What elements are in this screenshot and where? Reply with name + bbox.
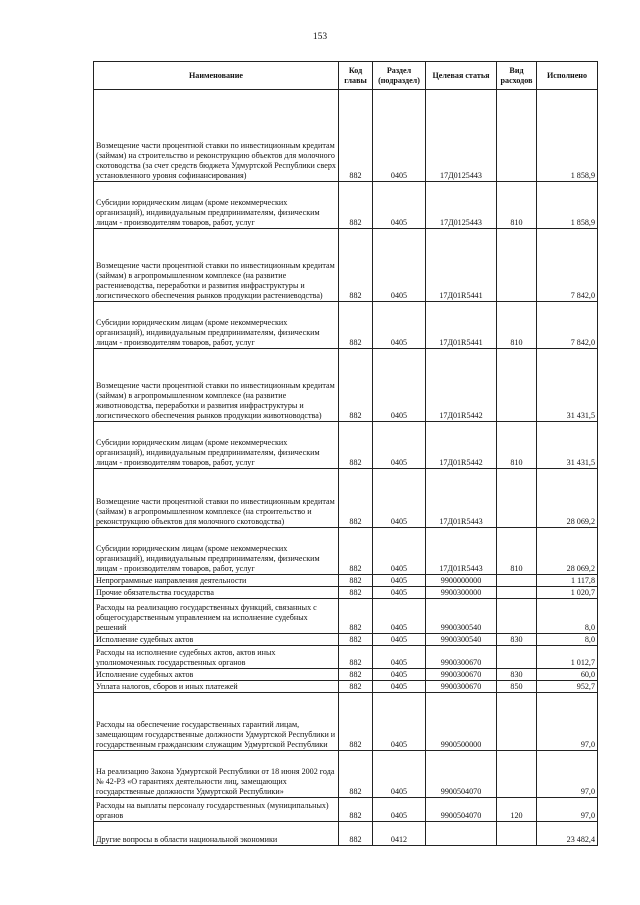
row-target: 17Д0125443 bbox=[426, 90, 497, 182]
row-section: 0405 bbox=[373, 634, 426, 646]
row-section: 0405 bbox=[373, 669, 426, 681]
header-target: Целевая статья bbox=[426, 62, 497, 90]
row-code: 882 bbox=[339, 681, 373, 693]
row-target: 9900300670 bbox=[426, 669, 497, 681]
table-row bbox=[94, 229, 598, 302]
row-kind bbox=[497, 587, 537, 599]
row-section: 0405 bbox=[373, 798, 426, 822]
table-row bbox=[94, 469, 598, 528]
row-target: 9900504070 bbox=[426, 798, 497, 822]
row-code: 882 bbox=[339, 302, 373, 349]
header-code: Код главы bbox=[339, 62, 373, 90]
row-kind: 810 bbox=[497, 302, 537, 349]
table-row bbox=[94, 587, 598, 599]
table-row bbox=[94, 422, 598, 469]
row-code: 882 bbox=[339, 646, 373, 669]
row-section: 0405 bbox=[373, 182, 426, 229]
row-amount: 1 117,8 bbox=[537, 575, 598, 587]
row-kind: 830 bbox=[497, 634, 537, 646]
row-name: Возмещение части процентной ставки по инвестиционным кредитам (займам) в агропромышленном комплексе (на развитие растениеводства, переработки и развития инфраструктуры и логистического обеспечения рынков продукции растениеводства) bbox=[94, 229, 339, 302]
row-name: Субсидии юридическим лицам (кроме некоммерческих организаций), индивидуальным предпринимателям, физическим лицам - производителям товаров, работ, услуг bbox=[94, 422, 339, 469]
table-row bbox=[94, 822, 598, 846]
row-code: 882 bbox=[339, 669, 373, 681]
row-kind bbox=[497, 575, 537, 587]
row-section: 0405 bbox=[373, 646, 426, 669]
row-name: Субсидии юридическим лицам (кроме некоммерческих организаций), индивидуальным предпринимателям, физическим лицам - производителям товаров, работ, услуг bbox=[94, 528, 339, 575]
table-row bbox=[94, 681, 598, 693]
row-code: 882 bbox=[339, 469, 373, 528]
row-amount: 952,7 bbox=[537, 681, 598, 693]
row-target: 17Д01R5442 bbox=[426, 422, 497, 469]
row-name: Уплата налогов, сборов и иных платежей bbox=[94, 681, 339, 693]
row-name: Субсидии юридическим лицам (кроме некоммерческих организаций), индивидуальным предпринимателям, физическим лицам - производителям товаров, работ, услуг bbox=[94, 182, 339, 229]
row-amount: 8,0 bbox=[537, 634, 598, 646]
row-section: 0405 bbox=[373, 229, 426, 302]
table-row bbox=[94, 669, 598, 681]
row-target: 9900300670 bbox=[426, 646, 497, 669]
row-section: 0405 bbox=[373, 90, 426, 182]
row-kind: 810 bbox=[497, 422, 537, 469]
row-name: Непрограммные направления деятельности bbox=[94, 575, 339, 587]
table-row bbox=[94, 349, 598, 422]
row-code: 882 bbox=[339, 634, 373, 646]
row-target: 17Д01R5443 bbox=[426, 528, 497, 575]
row-code: 882 bbox=[339, 349, 373, 422]
row-section: 0405 bbox=[373, 681, 426, 693]
row-target: 9900504070 bbox=[426, 751, 497, 798]
row-kind bbox=[497, 349, 537, 422]
row-amount: 31 431,5 bbox=[537, 349, 598, 422]
row-kind bbox=[497, 229, 537, 302]
row-name: Исполнение судебных актов bbox=[94, 634, 339, 646]
row-amount: 7 842,0 bbox=[537, 229, 598, 302]
table-row bbox=[94, 575, 598, 587]
budget-table bbox=[93, 61, 598, 846]
header-executed: Исполнено bbox=[537, 62, 598, 90]
row-target bbox=[426, 822, 497, 846]
row-code: 882 bbox=[339, 528, 373, 575]
row-kind: 830 bbox=[497, 669, 537, 681]
row-name: Возмещение части процентной ставки по инвестиционным кредитам (займам) на строительство и реконструкцию объектов для молочного скотоводства (за счет средств бюджета Удмуртской Республики сверх установленного уровня софинансирования) bbox=[94, 90, 339, 182]
row-code: 882 bbox=[339, 693, 373, 751]
row-amount: 1 012,7 bbox=[537, 646, 598, 669]
row-target: 17Д01R5441 bbox=[426, 302, 497, 349]
row-target: 17Д01R5443 bbox=[426, 469, 497, 528]
row-kind bbox=[497, 599, 537, 634]
table-row bbox=[94, 302, 598, 349]
row-amount: 31 431,5 bbox=[537, 422, 598, 469]
row-amount: 23 482,4 bbox=[537, 822, 598, 846]
row-amount: 28 069,2 bbox=[537, 528, 598, 575]
row-name: Прочие обязательства государства bbox=[94, 587, 339, 599]
row-section: 0405 bbox=[373, 693, 426, 751]
row-name: Расходы на обеспечение государственных гарантий лицам, замещающим государственные должности Удмуртской Республики и государственным гражданским служащим Удмуртской Республики bbox=[94, 693, 339, 751]
row-section: 0405 bbox=[373, 587, 426, 599]
row-code: 882 bbox=[339, 798, 373, 822]
table-row bbox=[94, 182, 598, 229]
row-amount: 28 069,2 bbox=[537, 469, 598, 528]
row-code: 882 bbox=[339, 599, 373, 634]
row-name: Возмещение части процентной ставки по инвестиционным кредитам (займам) в агропромышленном комплексе (на строительство и реконструкцию объектов для молочного скотоводства) bbox=[94, 469, 339, 528]
row-section: 0405 bbox=[373, 751, 426, 798]
row-target: 9900000000 bbox=[426, 575, 497, 587]
row-name: Расходы на исполнение судебных актов, актов иных уполномоченных государственных органов bbox=[94, 646, 339, 669]
header-section: Раздел (подраздел) bbox=[373, 62, 426, 90]
table-row bbox=[94, 634, 598, 646]
row-code: 882 bbox=[339, 587, 373, 599]
row-kind bbox=[497, 90, 537, 182]
row-kind: 810 bbox=[497, 182, 537, 229]
row-target: 17Д01R5442 bbox=[426, 349, 497, 422]
table-row bbox=[94, 646, 598, 669]
row-amount: 97,0 bbox=[537, 751, 598, 798]
row-amount: 7 842,0 bbox=[537, 302, 598, 349]
row-code: 882 bbox=[339, 422, 373, 469]
row-code: 882 bbox=[339, 575, 373, 587]
row-code: 882 bbox=[339, 229, 373, 302]
row-name: Расходы на реализацию государственных функций, связанных с общегосударственным управлением на исполнение судебных решений bbox=[94, 599, 339, 634]
row-section: 0405 bbox=[373, 302, 426, 349]
row-target: 9900300540 bbox=[426, 634, 497, 646]
page-number: 153 bbox=[312, 32, 328, 42]
row-target: 9900300540 bbox=[426, 599, 497, 634]
table-row bbox=[94, 528, 598, 575]
row-code: 882 bbox=[339, 751, 373, 798]
row-amount: 97,0 bbox=[537, 798, 598, 822]
row-amount: 1 858,9 bbox=[537, 90, 598, 182]
row-amount: 97,0 bbox=[537, 693, 598, 751]
row-section: 0405 bbox=[373, 422, 426, 469]
row-kind: 120 bbox=[497, 798, 537, 822]
row-target: 9900300670 bbox=[426, 681, 497, 693]
row-name: Другие вопросы в области национальной экономики bbox=[94, 822, 339, 846]
row-name: Расходы на выплаты персоналу государственных (муниципальных) органов bbox=[94, 798, 339, 822]
row-section: 0412 bbox=[373, 822, 426, 846]
row-target: 9900500000 bbox=[426, 693, 497, 751]
row-target: 17Д0125443 bbox=[426, 182, 497, 229]
row-kind: 810 bbox=[497, 528, 537, 575]
table-row bbox=[94, 90, 598, 182]
row-name: Исполнение судебных актов bbox=[94, 669, 339, 681]
row-target: 9900300000 bbox=[426, 587, 497, 599]
row-code: 882 bbox=[339, 90, 373, 182]
table-row bbox=[94, 599, 598, 634]
row-section: 0405 bbox=[373, 528, 426, 575]
row-amount: 8,0 bbox=[537, 599, 598, 634]
row-section: 0405 bbox=[373, 599, 426, 634]
row-target: 17Д01R5441 bbox=[426, 229, 497, 302]
row-kind bbox=[497, 822, 537, 846]
row-kind bbox=[497, 751, 537, 798]
row-amount: 60,0 bbox=[537, 669, 598, 681]
row-amount: 1 858,9 bbox=[537, 182, 598, 229]
row-kind bbox=[497, 693, 537, 751]
row-kind bbox=[497, 646, 537, 669]
row-name: Субсидии юридическим лицам (кроме некоммерческих организаций), индивидуальным предпринимателям, физическим лицам - производителям товаров, работ, услуг bbox=[94, 302, 339, 349]
table-header-row bbox=[94, 62, 598, 90]
row-name: Возмещение части процентной ставки по инвестиционным кредитам (займам) в агропромышленном комплексе (на развитие животноводства, переработки и развития инфраструктуры и логистического обеспечения рынков продукции животноводства) bbox=[94, 349, 339, 422]
row-code: 882 bbox=[339, 182, 373, 229]
table-row bbox=[94, 693, 598, 751]
row-code: 882 bbox=[339, 822, 373, 846]
row-kind: 850 bbox=[497, 681, 537, 693]
row-section: 0405 bbox=[373, 575, 426, 587]
header-kind: Вид расходов bbox=[497, 62, 537, 90]
header-name: Наименование bbox=[94, 62, 339, 90]
row-amount: 1 020,7 bbox=[537, 587, 598, 599]
row-kind bbox=[497, 469, 537, 528]
row-name: На реализацию Закона Удмуртской Республики от 18 июня 2002 года № 42-РЗ «О гарантиях деятельности лиц, замещающих государственные должности Удмуртской Республики» bbox=[94, 751, 339, 798]
row-section: 0405 bbox=[373, 349, 426, 422]
table-row bbox=[94, 798, 598, 822]
row-section: 0405 bbox=[373, 469, 426, 528]
table-row bbox=[94, 751, 598, 798]
